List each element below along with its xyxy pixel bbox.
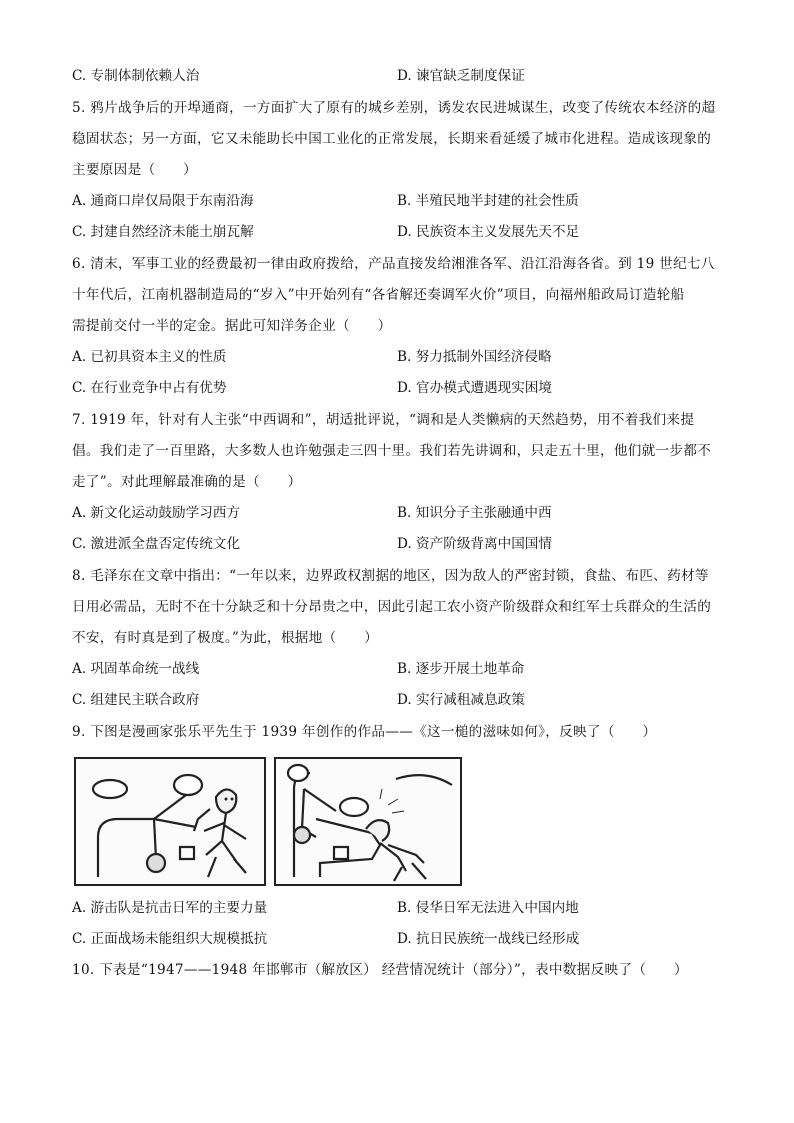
q8-option-c: C. 组建民主联合政府 — [72, 692, 200, 708]
q9-option-a: A. 游击队是抗击日军的主要力量 — [72, 900, 268, 916]
q9-stem-line-1: 9. 下图是漫画家张乐平先生于 1939 年创作的作品——《这一槌的滋味如何》，反映了（ ） — [72, 724, 657, 740]
q8-option-b: B. 逐步开展土地革命 — [397, 661, 525, 677]
q7-option-b: B. 知识分子主张融通中西 — [397, 505, 552, 521]
q7-stem-line-3: 走了”。对此理解最准确的是（ ） — [72, 474, 302, 490]
q9-option-d: D. 抗日民族统一战线已经形成 — [397, 931, 580, 947]
q7-option-a: A. 新文化运动鼓励学习西方 — [72, 505, 240, 521]
q6-option-b: B. 努力抵制外国经济侵略 — [397, 349, 552, 365]
q4-option-c: C. 专制体制依赖人治 — [72, 68, 200, 84]
q7-option-c: C. 激进派全盘否定传统文化 — [72, 536, 241, 552]
comic-panel-left — [74, 757, 266, 886]
q10-stem-line-1: 10. 下表是“1947——1948 年邯郸市（解放区） 经营情况统计（部分）”，表中数据反映了（ ） — [72, 962, 688, 978]
q5-stem-line-1: 5. 鸦片战争后的开埠通商，一方面扩大了原有的城乡差别，诱发农民进城谋生，改变了传统农本经济的超 — [72, 100, 716, 116]
q8-stem-line-1: 8. 毛泽东在文章中指出：“一年以来，边界政权割据的地区，因为敌人的严密封锁，食盐、布匹、药材等 — [72, 568, 709, 584]
comic-panel-right — [274, 757, 462, 886]
q5-option-a: A. 通商口岸仅局限于东南沿海 — [72, 193, 254, 209]
q5-option-d: D. 民族资本主义发展先天不足 — [397, 224, 580, 240]
q4-option-d: D. 谏官缺乏制度保证 — [397, 68, 525, 84]
q9-option-c: C. 正面战场未能组织大规模抵抗 — [72, 931, 268, 947]
q5-option-c: C. 封建自然经济未能土崩瓦解 — [72, 224, 254, 240]
q8-option-a: A. 巩固革命统一战线 — [72, 661, 200, 677]
q5-stem-line-2: 稳固状态；另一方面，它又未能助长中国工业化的正常发展，长期来看延缓了城市化进程。造成该现象的 — [72, 131, 712, 147]
q7-option-d: D. 资产阶级背离中国国情 — [397, 536, 552, 552]
q8-stem-line-2: 日用必需品，无时不在十分缺乏和十分昂贵之中，因此引起工农小资产阶级群众和红军士兵群众的生活的 — [72, 599, 712, 615]
q5-stem-line-3: 主要原因是（ ） — [72, 162, 198, 178]
comic-illustration-right — [276, 759, 460, 884]
q6-stem-line-2: 十年代后，江南机器制造局的“岁入”中开始列有“各省解还奏调军火价”项目，向福州船政局订造轮船 — [72, 287, 685, 303]
q7-stem-line-1: 7. 1919 年，针对有人主张“中西调和”，胡适批评说，“调和是人类懒病的天然趋势，用不着我们来提 — [72, 412, 695, 428]
q6-stem-line-1: 6. 清末，军事工业的经费最初一律由政府拨给，产品直接发给湘淮各军、沿江沿海各省。到 19 世纪七八 — [72, 256, 715, 272]
comic-illustration-left — [76, 759, 264, 884]
q8-stem-line-3: 不安，有时真是到了极度。”为此，根据地（ ） — [72, 630, 379, 646]
q6-option-a: A. 已初具资本主义的性质 — [72, 349, 227, 365]
q5-option-b: B. 半殖民地半封建的社会性质 — [397, 193, 579, 209]
q7-stem-line-2: 倡。我们走了一百里路，大多数人也许勉强走三四十里。我们若先讲调和，只走五十里，他们就一步都不 — [72, 443, 712, 459]
q8-option-d: D. 实行减租减息政策 — [397, 692, 525, 708]
q6-option-d: D. 官办模式遭遇现实困境 — [397, 380, 552, 396]
q6-option-c: C. 在行业竞争中占有优势 — [72, 380, 227, 396]
q9-option-b: B. 侵华日军无法进入中国内地 — [397, 900, 579, 916]
q6-stem-line-3: 需提前交付一半的定金。据此可知洋务企业（ ） — [72, 318, 392, 334]
